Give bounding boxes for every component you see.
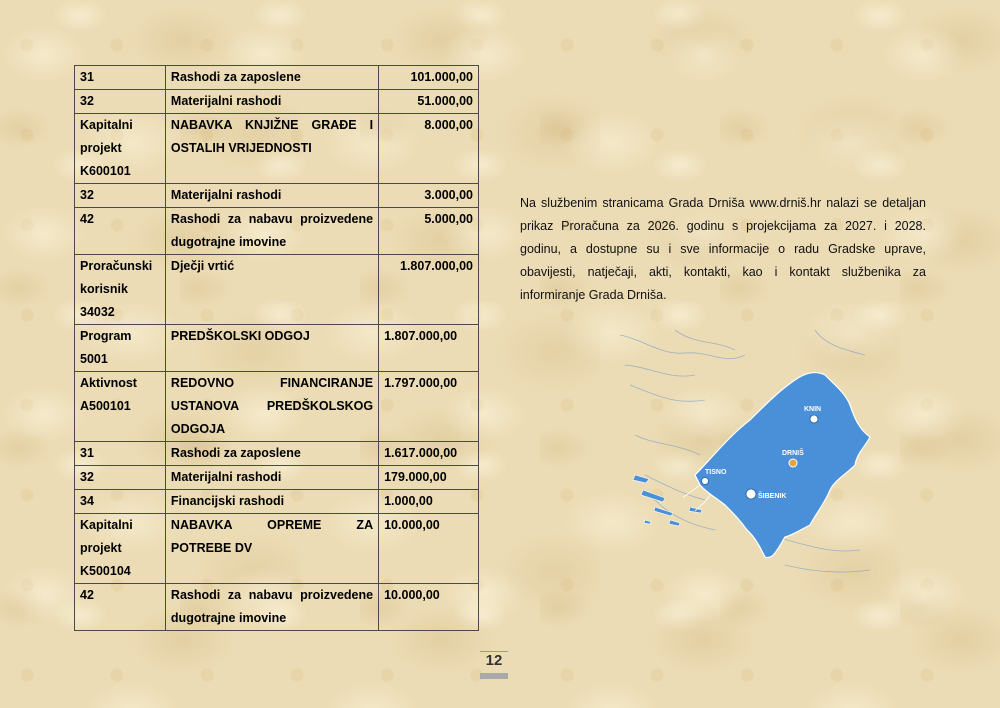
info-paragraph: Na službenim stranicama Grada Drniša www.drniš.hr nalazi se detaljan prikaz Proračuna za 2026. godinu s projekcijama za 2027. i 2028. godinu, a dostupne su i sve informacije o radu Gradske uprave, obavijesti, natječaji, akti, kontakti, kao i kontakt službenika za informiranje Grada Drniša. [520,196,926,302]
table-row [75,466,479,490]
sibenik-marker [746,489,756,499]
table-row [75,66,479,90]
islands [633,475,702,526]
drnis-label: DRNIŠ [782,450,804,457]
amount-cell: 8.000,00 [379,114,479,184]
table-row [75,114,479,184]
description-cell: Materijalni rashodi [165,184,378,208]
table-row [75,184,479,208]
description-cell: Rashodi za zaposlene [165,442,378,466]
amount-cell: 10.000,00 [379,584,479,631]
table-row [75,208,479,255]
sibenik-knin-county-map [615,325,880,585]
table-row [75,325,479,372]
amount-cell: 51.000,00 [379,90,479,114]
table-row [75,90,479,114]
sibenik-label: ŠIBENIK [758,493,787,500]
table-row [75,255,479,325]
description-cell: Rashodi za nabavu proizvedene dugotrajne imovine [165,208,378,255]
table-row [75,584,479,631]
amount-cell: 1.797.000,00 [379,372,479,442]
account-code-cell: 31 [75,442,166,466]
description-cell: NABAVKA OPREME ZA POTREBE DV [165,514,378,584]
account-code-cell: Kapitalni projekt K500104 [75,514,166,584]
description-cell: REDOVNO FINANCIRANJE USTANOVA PREDŠKOLSKOG ODGOJA [165,372,378,442]
account-code-cell: Aktivnost A500101 [75,372,166,442]
amount-cell: 1.807.000,00 [379,325,479,372]
table-row [75,372,479,442]
tisno-marker [702,478,709,485]
description-cell: PREDŠKOLSKI ODGOJ [165,325,378,372]
table-row [75,490,479,514]
knin-marker [810,415,818,423]
page-number-bar [480,673,508,679]
amount-cell: 1.807.000,00 [379,255,479,325]
account-code-cell: 32 [75,466,166,490]
description-cell: Materijalni rashodi [165,90,378,114]
account-code-cell: 34 [75,490,166,514]
account-code-cell: Kapitalni projekt K600101 [75,114,166,184]
page-number: 12 [480,651,508,669]
amount-cell: 5.000,00 [379,208,479,255]
account-code-cell: 42 [75,584,166,631]
account-code-cell: Program 5001 [75,325,166,372]
knin-label: KNIN [804,406,822,413]
amount-cell: 1.000,00 [379,490,479,514]
amount-cell: 1.617.000,00 [379,442,479,466]
drnis-marker [789,459,797,467]
description-cell: Rashodi za zaposlene [165,66,378,90]
amount-cell: 101.000,00 [379,66,479,90]
budget-table [74,65,479,631]
amount-cell: 179.000,00 [379,466,479,490]
account-code-cell: Proračunski korisnik 34032 [75,255,166,325]
budget-table-body [75,66,479,631]
tisno-label: TISNO [705,469,727,476]
table-row [75,514,479,584]
amount-cell: 10.000,00 [379,514,479,584]
description-cell: NABAVKA KNJIŽNE GRAĐE I OSTALIH VRIJEDNOSTI [165,114,378,184]
account-code-cell: 31 [75,66,166,90]
amount-cell: 3.000,00 [379,184,479,208]
account-code-cell: 32 [75,90,166,114]
account-code-cell: 42 [75,208,166,255]
county-region [695,373,870,558]
description-cell: Dječji vrtić [165,255,378,325]
table-row [75,442,479,466]
account-code-cell: 32 [75,184,166,208]
description-cell: Rashodi za nabavu proizvedene dugotrajne imovine [165,584,378,631]
description-cell: Materijalni rashodi [165,466,378,490]
description-cell: Financijski rashodi [165,490,378,514]
